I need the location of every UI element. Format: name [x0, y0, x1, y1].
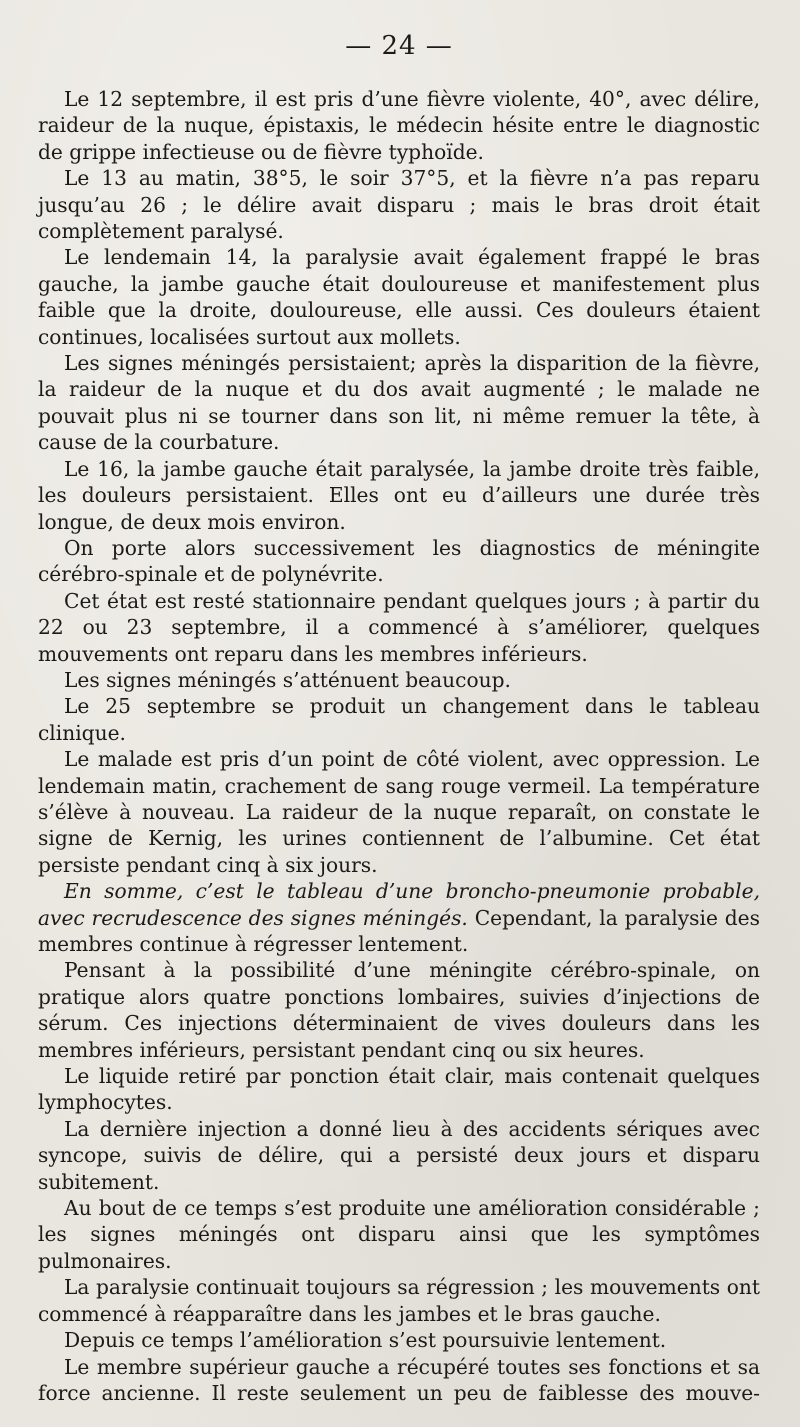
paragraph: Le 16, la jambe gauche était paralysée, la jambe droite très faible, les douleurs persistaient. Elles ont eu d’ailleurs une durée très longue, de deux mois environ. [38, 456, 760, 534]
paragraph: La paralysie continuait toujours sa régression ; les mouvements ont commencé à réapparaître dans les jambes et le bras gauche. [38, 1275, 760, 1326]
paragraph: Cet état est resté stationnaire pendant quelques jours ; à partir du 22 ou 23 septembre, il a commencé à s’améliorer, quelques mouvements ont reparu dans les membres inférieurs. [38, 588, 760, 666]
paragraph: Le 13 au matin, 38°5, le soir 37°5, et la fièvre n’a pas reparu jusqu’au 26 ; le délire avait disparu ; mais le bras droit était complètement paralysé. [38, 166, 760, 244]
paragraph: Le 12 septembre, il est pris d’une fièvre violente, 40°, avec délire, raideur de la nuque, épistaxis, le médecin hésite entre le diagnostic de grippe infectieuse ou de fièvre typhoïde. [38, 87, 760, 164]
paragraph: Le liquide retiré par ponction était clair, mais contenait quelques lymphocytes. [38, 1064, 760, 1115]
summary-normal-text: Cependant, la paralysie des membres continue à régresser lentement. [38, 905, 760, 956]
summary-paragraph [38, 878, 760, 957]
paragraph: On porte alors successivement les diagnostics de méningite cérébro-spinale et de polynévrite. [38, 535, 760, 587]
paragraph: Le lendemain 14, la paralysie avait également frappé le bras gauche, la jambe gauche était douloureuse et manifestement plus faible que la droite, douloureuse, elle aussi. Ces douleurs étaient continues, localisées surtout aux mollets. [38, 245, 760, 349]
paragraph: Le membre supérieur gauche a récupéré toutes ses fonctions et sa force ancienne. Il reste seulement un peu de faiblesse des mouve- [38, 1354, 760, 1405]
paragraph: La dernière injection a donné lieu à des accidents sériques avec syncope, suivis de délire, qui a persisté deux jours et disparu subitement. [38, 1116, 760, 1194]
summary-italic-text: En somme, c’est le tableau d’une broncho-pneumonie probable, avec recrudescence des signes méningés. [38, 879, 760, 930]
paragraph: Les signes méningés s’atténuent beaucoup. [64, 667, 511, 692]
page-number: — 24 — [345, 31, 453, 61]
paragraph: Au bout de ce temps s’est produite une amélioration considérable ; les signes méningés ont disparu ainsi que les symptômes pulmonaires. [38, 1196, 760, 1273]
paragraph: Les signes méningés persistaient; après la disparition de la fièvre, la raideur de la nuque et du dos avait augmenté ; le malade ne pouvait plus ni se tourner dans son lit, ni même remuer la tête, à cause de la courbature. [38, 351, 760, 455]
body-text [38, 86, 760, 1406]
paragraph: Le 25 septembre se produit un changement dans le tableau clinique. [38, 694, 760, 745]
paragraph: Pensant à la possibilité d’une méningite cérébro-spinale, on pratique alors quatre ponctions lombaires, suivies d’injections de sérum. Ces injections déterminaient de vives douleurs dans les membres inférieurs, persistant pendant cinq ou six heures. [38, 958, 760, 1062]
paragraph: Depuis ce temps l’amélioration s’est poursuivie lentement. [64, 1328, 667, 1353]
paragraph: Le malade est pris d’un point de côté violent, avec oppression. Le lendemain matin, crachement de sang rouge vermeil. La température s’élève à nouveau. La raideur de la nuque reparaît, on constate le signe de Kernig, les urines contiennent de l’albumine. Cet état persiste pendant cinq à six jours. [38, 747, 760, 877]
